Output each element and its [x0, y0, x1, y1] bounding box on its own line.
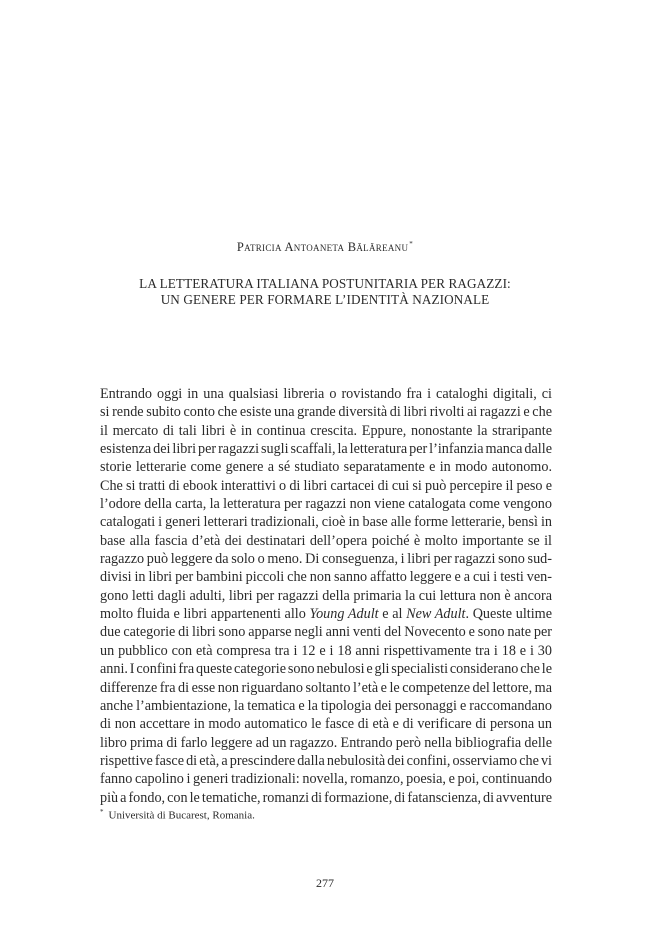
body-line-12: gono letti dagli adulti, libri per ragazzi della primaria la cui lettura non è ancora	[100, 587, 552, 604]
body-line-16: anni. I confini fra queste categorie sono nebulosi e gli specialisti considerano che le	[100, 661, 552, 678]
body-line-18: anche l’ambientazione, la tematica e la tipologia dei personaggi e raccomandano	[100, 697, 552, 714]
body-line-19: di non accettare in modo automatico le fasce di età e di verificare di persona un	[100, 716, 552, 733]
body-line-3: il mercato di tali libri è in continua crescita. Eppure, nonostante la straripante	[100, 422, 552, 439]
body-line-20: libro prima di farlo leggere ad un ragazzo. Entrando però nella bibliografia delle	[100, 734, 552, 751]
title-line-1: LA LETTERATURA ITALIANA POSTUNITARIA PER RAGAZZI:	[139, 276, 511, 291]
body-line-11: divisi in libri per bambini piccoli che non sanno affatto leggere e a cui i testi ven-	[100, 569, 552, 586]
body-line-5: storie letterarie come genere a sé studiato separatamente e in modo autonomo.	[100, 459, 552, 476]
footnote	[100, 808, 255, 822]
body-line-13-mid: e al	[378, 606, 407, 623]
author-line	[0, 240, 650, 255]
body-line-1	[100, 385, 552, 403]
body-line-10: ragazzo può leggere da solo o meno. Di conseguenza, i libri per ragazzi sono sud-	[100, 551, 552, 568]
footnote-text: Università di Bucarest, Romania.	[108, 809, 255, 822]
body-line-13	[100, 605, 552, 623]
footnote-mark: *	[100, 808, 104, 816]
body-line-13-italic-new-adult: New Adult	[406, 606, 466, 623]
body-line-23: più a fondo, con le tematiche, romanzi di formazione, di fatanscienza, di avventure	[100, 789, 552, 806]
body-line-9: base alla fascia d’età dei destinatari dell’opera poiché è molto importante se il	[100, 532, 552, 549]
body-paragraph	[100, 385, 552, 807]
title-line-2: UN GENERE PER FORMARE L’IDENTITÀ NAZIONALE	[160, 292, 490, 307]
body-line-14: due categorie di libri sono apparse negli anni venti del Novecento e sono nate per	[100, 624, 552, 641]
body-line-15: un pubblico con età compresa tra i 12 e i 18 anni rispettivamente tra i 18 e i 30	[100, 642, 552, 659]
author-footnote-mark: *	[409, 240, 414, 248]
body-line-22: fanno capolino i generi tradizionali: novella, romanzo, poesia, e poi, continuando	[100, 771, 552, 788]
body-line-2: si rende subito conto che esiste una grande diversità di libri rivolti ai ragazzi e che	[100, 404, 552, 421]
body-line-1-text: Entrando oggi in una qualsiasi libreria o rovistando fra i cataloghi digitali, ci	[100, 386, 552, 402]
body-line-13-start: molto fluida e libri appartenenti allo	[100, 606, 310, 623]
body-line-17: differenze fra di esse non riguardano soltanto l’età e le competenze del lettore, ma	[100, 679, 552, 696]
body-line-6: Che si tratti di ebook interattivi o di libri cartacei di cui si può percepire il peso e	[100, 477, 552, 494]
body-line-13-italic-young-adult: Young Adult	[309, 606, 379, 623]
article-title	[0, 276, 650, 308]
body-line-13-end: . Queste ultime	[465, 606, 552, 623]
body-line-21: rispettive fasce di età, a prescindere dalla nebulosità dei confini, osserviamo che vi	[100, 752, 552, 769]
body-line-7: l’odore della carta, la letteratura per ragazzi non viene catalogata come vengono	[100, 496, 552, 513]
page-number: 277	[316, 876, 334, 890]
body-line-4: esistenza dei libri per ragazzi sugli scaffali, la letteratura per l’infanzia manca dalle	[100, 441, 552, 458]
body-line-8: catalogati i generi letterari tradizionali, cioè in base alle forme letterarie, bensì in	[100, 514, 552, 531]
author-name: Patricia Antoaneta Bălăreanu	[236, 240, 409, 255]
